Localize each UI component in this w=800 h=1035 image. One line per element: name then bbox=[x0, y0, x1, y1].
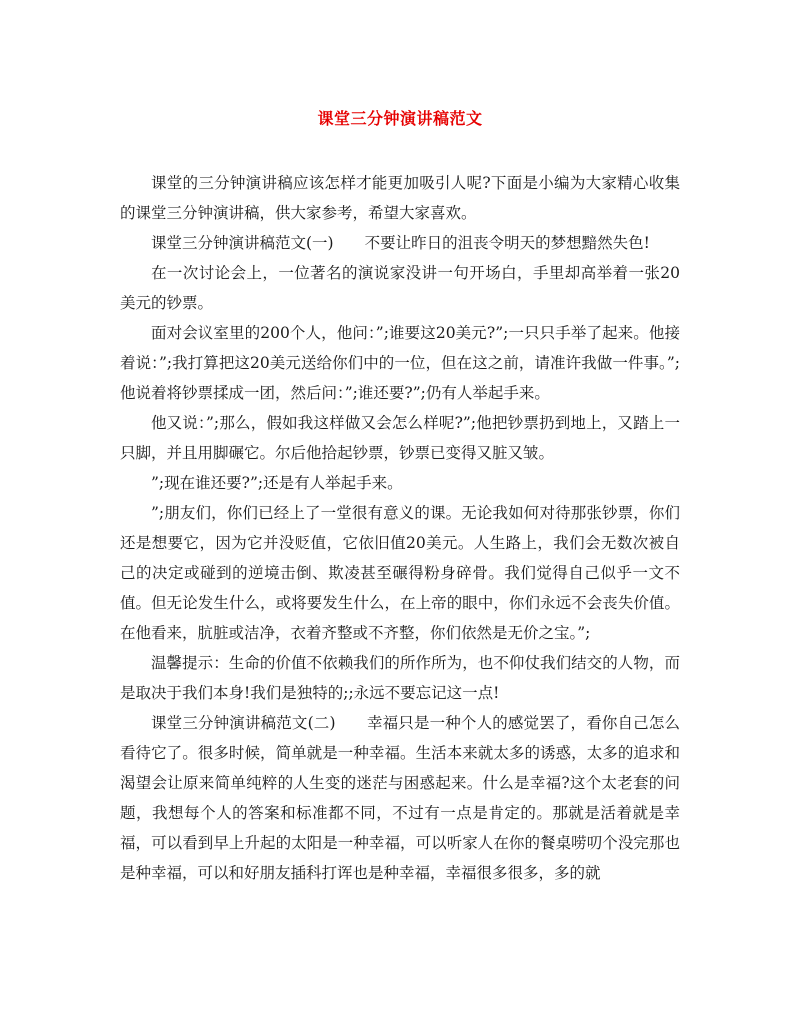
paragraph-sample-two: 课堂三分钟演讲稿范文(二) 幸福只是一种个人的感觉罢了，看你自己怎么看待它了。很多时候，简单就是一种幸福。生活本来就太多的诱惑，太多的追求和渴望会让原来简单纯粹的人生变的迷茫与困惑起来。什么是幸福?这个太老套的问题，我想每个人的答案和标准都不同，不过有一点是肯定的。那就是活着就是幸福，可以看到早上升起的太阳是一种幸福，可以听家人在你的餐桌唠叨个没完那也是种幸福，可以和好朋友插科打诨也是种幸福，幸福很多很多，多的就 bbox=[120, 714, 680, 882]
document-title: 课堂三分钟演讲稿范文 bbox=[317, 109, 483, 128]
paragraph-question-audience: 面对会议室里的200个人，他问：”;谁要这20美元?”;一只只手举了起来。他接着说：”;我打算把这20美元送给你们中的一位，但在这之前，请准许我做一件事。”;他说着将钞票揉成一团，然后问：”;谁还要?”;仍有人举起手来。 bbox=[120, 324, 680, 402]
paragraph-sample-one-heading: 课堂三分钟演讲稿范文(一) 不要让昨日的沮丧令明天的梦想黯然失色! bbox=[151, 234, 650, 252]
document-body bbox=[120, 168, 680, 888]
paragraph-intro: 课堂的三分钟演讲稿应该怎样才能更加吸引人呢?下面是小编为大家精心收集的课堂三分钟演讲稿，供大家参考，希望大家喜欢。 bbox=[120, 174, 680, 222]
paragraph-step-on-bill: 他又说：”;那么，假如我这样做又会怎么样呢?”;他把钞票扔到地上，又踏上一只脚，并且用脚碾它。尔后他拾起钞票，钞票已变得又脏又皱。 bbox=[120, 414, 680, 462]
paragraph-speaker-story: 在一次讨论会上，一位著名的演说家没讲一句开场白，手里却高举着一张20美元的钞票。 bbox=[120, 264, 680, 312]
paragraph-who-still-wants: ”;现在谁还要?”;还是有人举起手来。 bbox=[151, 474, 403, 492]
paragraph-lesson: ”;朋友们，你们已经上了一堂很有意义的课。无论我如何对待那张钞票，你们还是想要它，因为它并没贬值，它依旧值20美元。人生路上，我们会无数次被自己的决定或碰到的逆境击倒、欺凌甚至碾得粉身碎骨。我们觉得自己似乎一文不值。但无论发生什么，或将要发生什么，在上帝的眼中，你们永远不会丧失价值。在他看来，肮脏或洁净，衣着齐整或不齐整，你们依然是无价之宝。”; bbox=[120, 504, 680, 642]
paragraph-tip: 温馨提示：生命的价值不依赖我们的所作所为，也不仰仗我们结交的人物，而是取决于我们本身!我们是独特的;;永远不要忘记这一点! bbox=[120, 654, 680, 702]
